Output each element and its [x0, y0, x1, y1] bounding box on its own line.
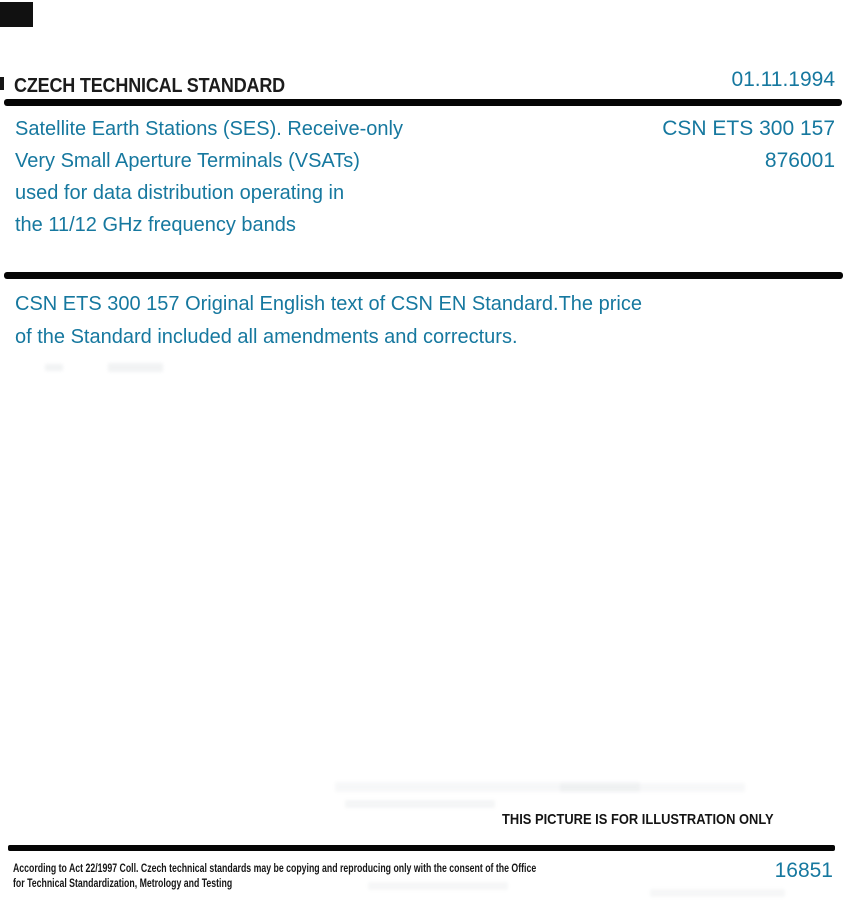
- issue-date: 01.11.1994: [731, 68, 835, 91]
- document-type-heading: CZECH TECHNICAL STANDARD: [14, 75, 286, 97]
- header-divider-line: [4, 99, 842, 106]
- copyright-notice-line: for Technical Standardization, Metrology and Testing: [13, 877, 233, 890]
- scan-ghost-text: [650, 889, 785, 897]
- copyright-notice-line: According to Act 22/1997 Coll. Czech technical standards may be copying and reproducing only with the consent of the Office: [13, 863, 537, 875]
- scan-ghost-text: [560, 783, 745, 792]
- scan-mark-left-edge: [0, 77, 4, 90]
- standard-designation: CSN ETS 300 157: [662, 117, 835, 140]
- standard-class-code: 876001: [764, 149, 835, 172]
- standard-title-line: Satellite Earth Stations (SES). Receive-only: [15, 118, 403, 140]
- standard-title-line: used for data distribution operating in: [15, 182, 345, 204]
- standard-note-line: CSN ETS 300 157 Original English text of CSN EN Standard.The price: [15, 293, 642, 315]
- standard-note-line: of the Standard included all amendments and correcturs.: [15, 326, 518, 348]
- standard-reference: [662, 113, 835, 177]
- scan-ghost-text: [45, 364, 63, 371]
- copyright-notice: [13, 862, 536, 891]
- standard-note: [15, 288, 642, 354]
- section-divider-line: [4, 272, 843, 279]
- standard-title-line: Very Small Aperture Terminals (VSATs): [15, 150, 360, 172]
- standard-title-line: the 11/12 GHz frequency bands: [15, 214, 296, 236]
- scan-ghost-text: [345, 800, 495, 808]
- order-number: 16851: [774, 859, 833, 882]
- footer-divider-line: [8, 845, 835, 851]
- scan-mark-top-left: [0, 2, 33, 27]
- standard-title: [15, 113, 403, 241]
- illustration-only-notice: THIS PICTURE IS FOR ILLUSTRATION ONLY: [502, 811, 774, 828]
- scan-ghost-text: [108, 363, 163, 372]
